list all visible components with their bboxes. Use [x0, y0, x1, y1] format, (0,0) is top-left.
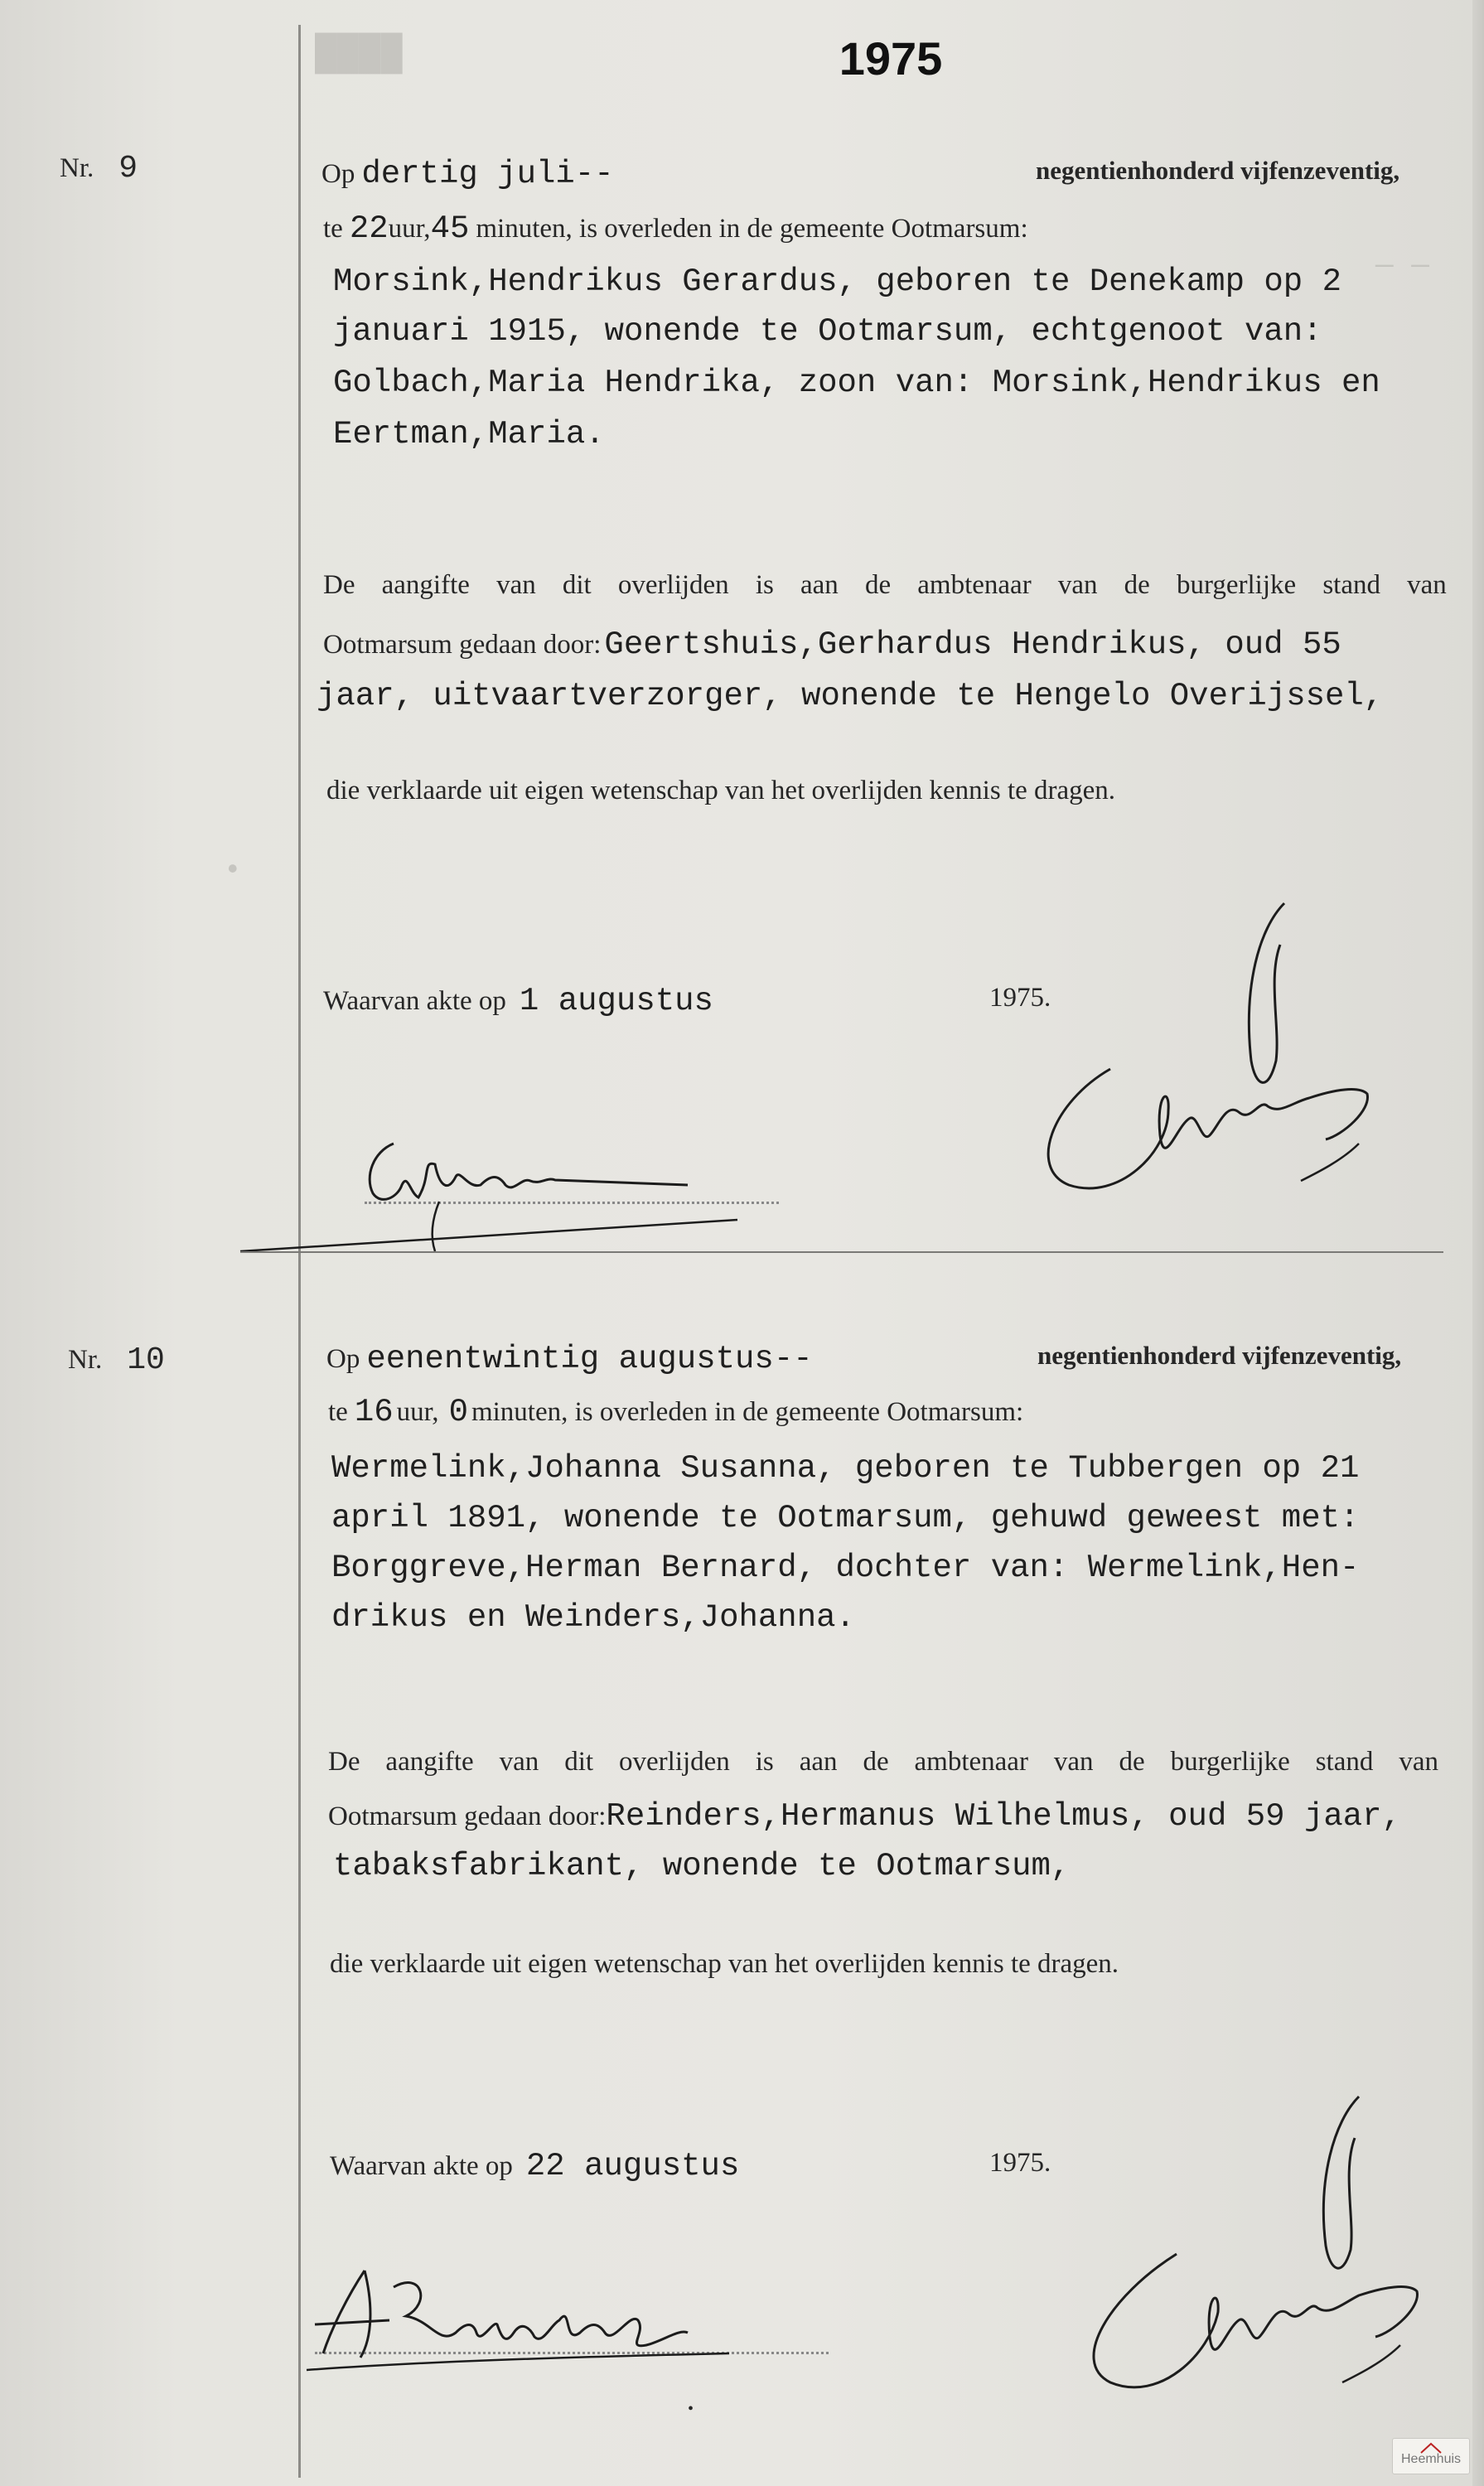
record-date-line: Op dertig juli-- [321, 156, 614, 192]
declaration-word: burgerlijke [1176, 570, 1297, 600]
declarant-line-2: tabaksfabrikant, wonende te Ootmarsum, [333, 1848, 1071, 1884]
record-body-line: Morsink,Hendrikus Gerardus, geboren te Denekamp op 2 [333, 264, 1341, 300]
declarant-line: Ootmarsum gedaan door: Geertshuis,Gerhardus Hendrikus, oud 55 [323, 626, 1341, 663]
record-body-line: Wermelink,Johanna Susanna, geboren te Tubbergen op 21 [331, 1450, 1360, 1487]
record-body-line: januari 1915, wonende te Ootmarsum, echtgenoot van: [333, 313, 1322, 350]
declaration-word: ambtenaar [917, 570, 1032, 600]
bleed-through-mark: — — [1375, 249, 1429, 283]
registrar-signature [953, 895, 1417, 1226]
declaration-word: van [496, 570, 536, 600]
page-year: 1975 [839, 32, 943, 85]
record-body-line: drikus en Weinders,Johanna. [331, 1599, 855, 1636]
record-body-line: Eertman,Maria. [333, 416, 605, 452]
declaration-line [323, 570, 1447, 601]
declaration-word: stand [1315, 1747, 1374, 1777]
record-date-line: Op eenentwintig augustus-- [326, 1341, 813, 1377]
watermark-badge: Heemhuis [1392, 2438, 1470, 2474]
record-body-line: Golbach,Maria Hendrika, zoon van: Morsink,Hendrikus en [333, 365, 1380, 401]
declaration-word: van [499, 1747, 539, 1777]
record-year-words: negentienhonderd vijfenzeventig, [1036, 156, 1400, 185]
declarant-signature [298, 2254, 762, 2387]
bleed-through-mark: • [224, 854, 242, 888]
record-time-line: te 16 uur, 0 minuten, is overleden in de gemeente Ootmarsum: [328, 1394, 1024, 1430]
record-time-line: te 22uur,45 minuten, is overleden in de gemeente Ootmarsum: [323, 210, 1028, 247]
declaration-word: aangifte [381, 570, 470, 600]
declaration-word: van [1057, 570, 1098, 600]
akte-year: 1975. [989, 2148, 1051, 2178]
page-edge [1472, 0, 1484, 2486]
declaration-word: van [1407, 570, 1447, 600]
declaration-word: de [1124, 570, 1150, 600]
declaration-word: burgerlijke [1170, 1747, 1290, 1777]
declaration-word: stand [1322, 570, 1380, 600]
declaration-word: aangifte [385, 1747, 474, 1777]
declaration-word: de [1119, 1747, 1145, 1777]
record-number: Nr. 9 [60, 151, 138, 186]
bleed-through-mark: ████ [315, 33, 403, 75]
declarant-signature [232, 1127, 762, 1268]
declaration-word: van [1399, 1747, 1438, 1777]
declaration-word: De [328, 1747, 360, 1777]
registrar-signature [986, 2088, 1450, 2436]
declaration-word: de [864, 570, 892, 600]
akte-year: 1975. [989, 983, 1051, 1013]
declaration-word: ambtenaar [914, 1747, 1028, 1777]
akte-line: Waarvan akte op 1 augustus [323, 983, 713, 1019]
record-body-line: Borggreve,Herman Bernard, dochter van: Wermelink,Hen- [331, 1550, 1360, 1586]
declaration-word: dit [564, 1747, 594, 1777]
declaration-word: dit [562, 570, 592, 600]
knowledge-line: die verklaarde uit eigen wetenschap van het overlijden kennis te dragen. [326, 776, 1116, 805]
declaration-word: is [755, 1747, 774, 1777]
record-separator [240, 1251, 1443, 1253]
declaration-word: de [863, 1747, 889, 1777]
record-body-line: april 1891, wonende te Ootmarsum, gehuwd geweest met: [331, 1500, 1360, 1536]
record-year-words: negentienhonderd vijfenzeventig, [1037, 1341, 1402, 1370]
declarant-line: Ootmarsum gedaan door:Reinders,Hermanus Wilhelmus, oud 59 jaar, [328, 1798, 1401, 1835]
declaration-word: van [1053, 1747, 1094, 1777]
ink-dot: • [688, 2400, 694, 2418]
record-number: Nr. 10 [68, 1342, 165, 1378]
declaration-word: overlijden [619, 1747, 730, 1777]
declaration-word: aan [800, 570, 839, 600]
declaration-word: is [755, 570, 774, 600]
akte-line: Waarvan akte op 22 augustus [330, 2148, 740, 2184]
declarant-line-2: jaar, uitvaartverzorger, wonende te Hengelo Overijssel, [317, 678, 1384, 714]
declaration-word: De [323, 570, 355, 600]
declaration-word: aan [799, 1747, 838, 1777]
declaration-word: overlijden [617, 570, 729, 600]
knowledge-line: die verklaarde uit eigen wetenschap van het overlijden kennis te dragen. [330, 1949, 1119, 1979]
declaration-line [328, 1747, 1438, 1777]
house-icon [1420, 2442, 1442, 2454]
